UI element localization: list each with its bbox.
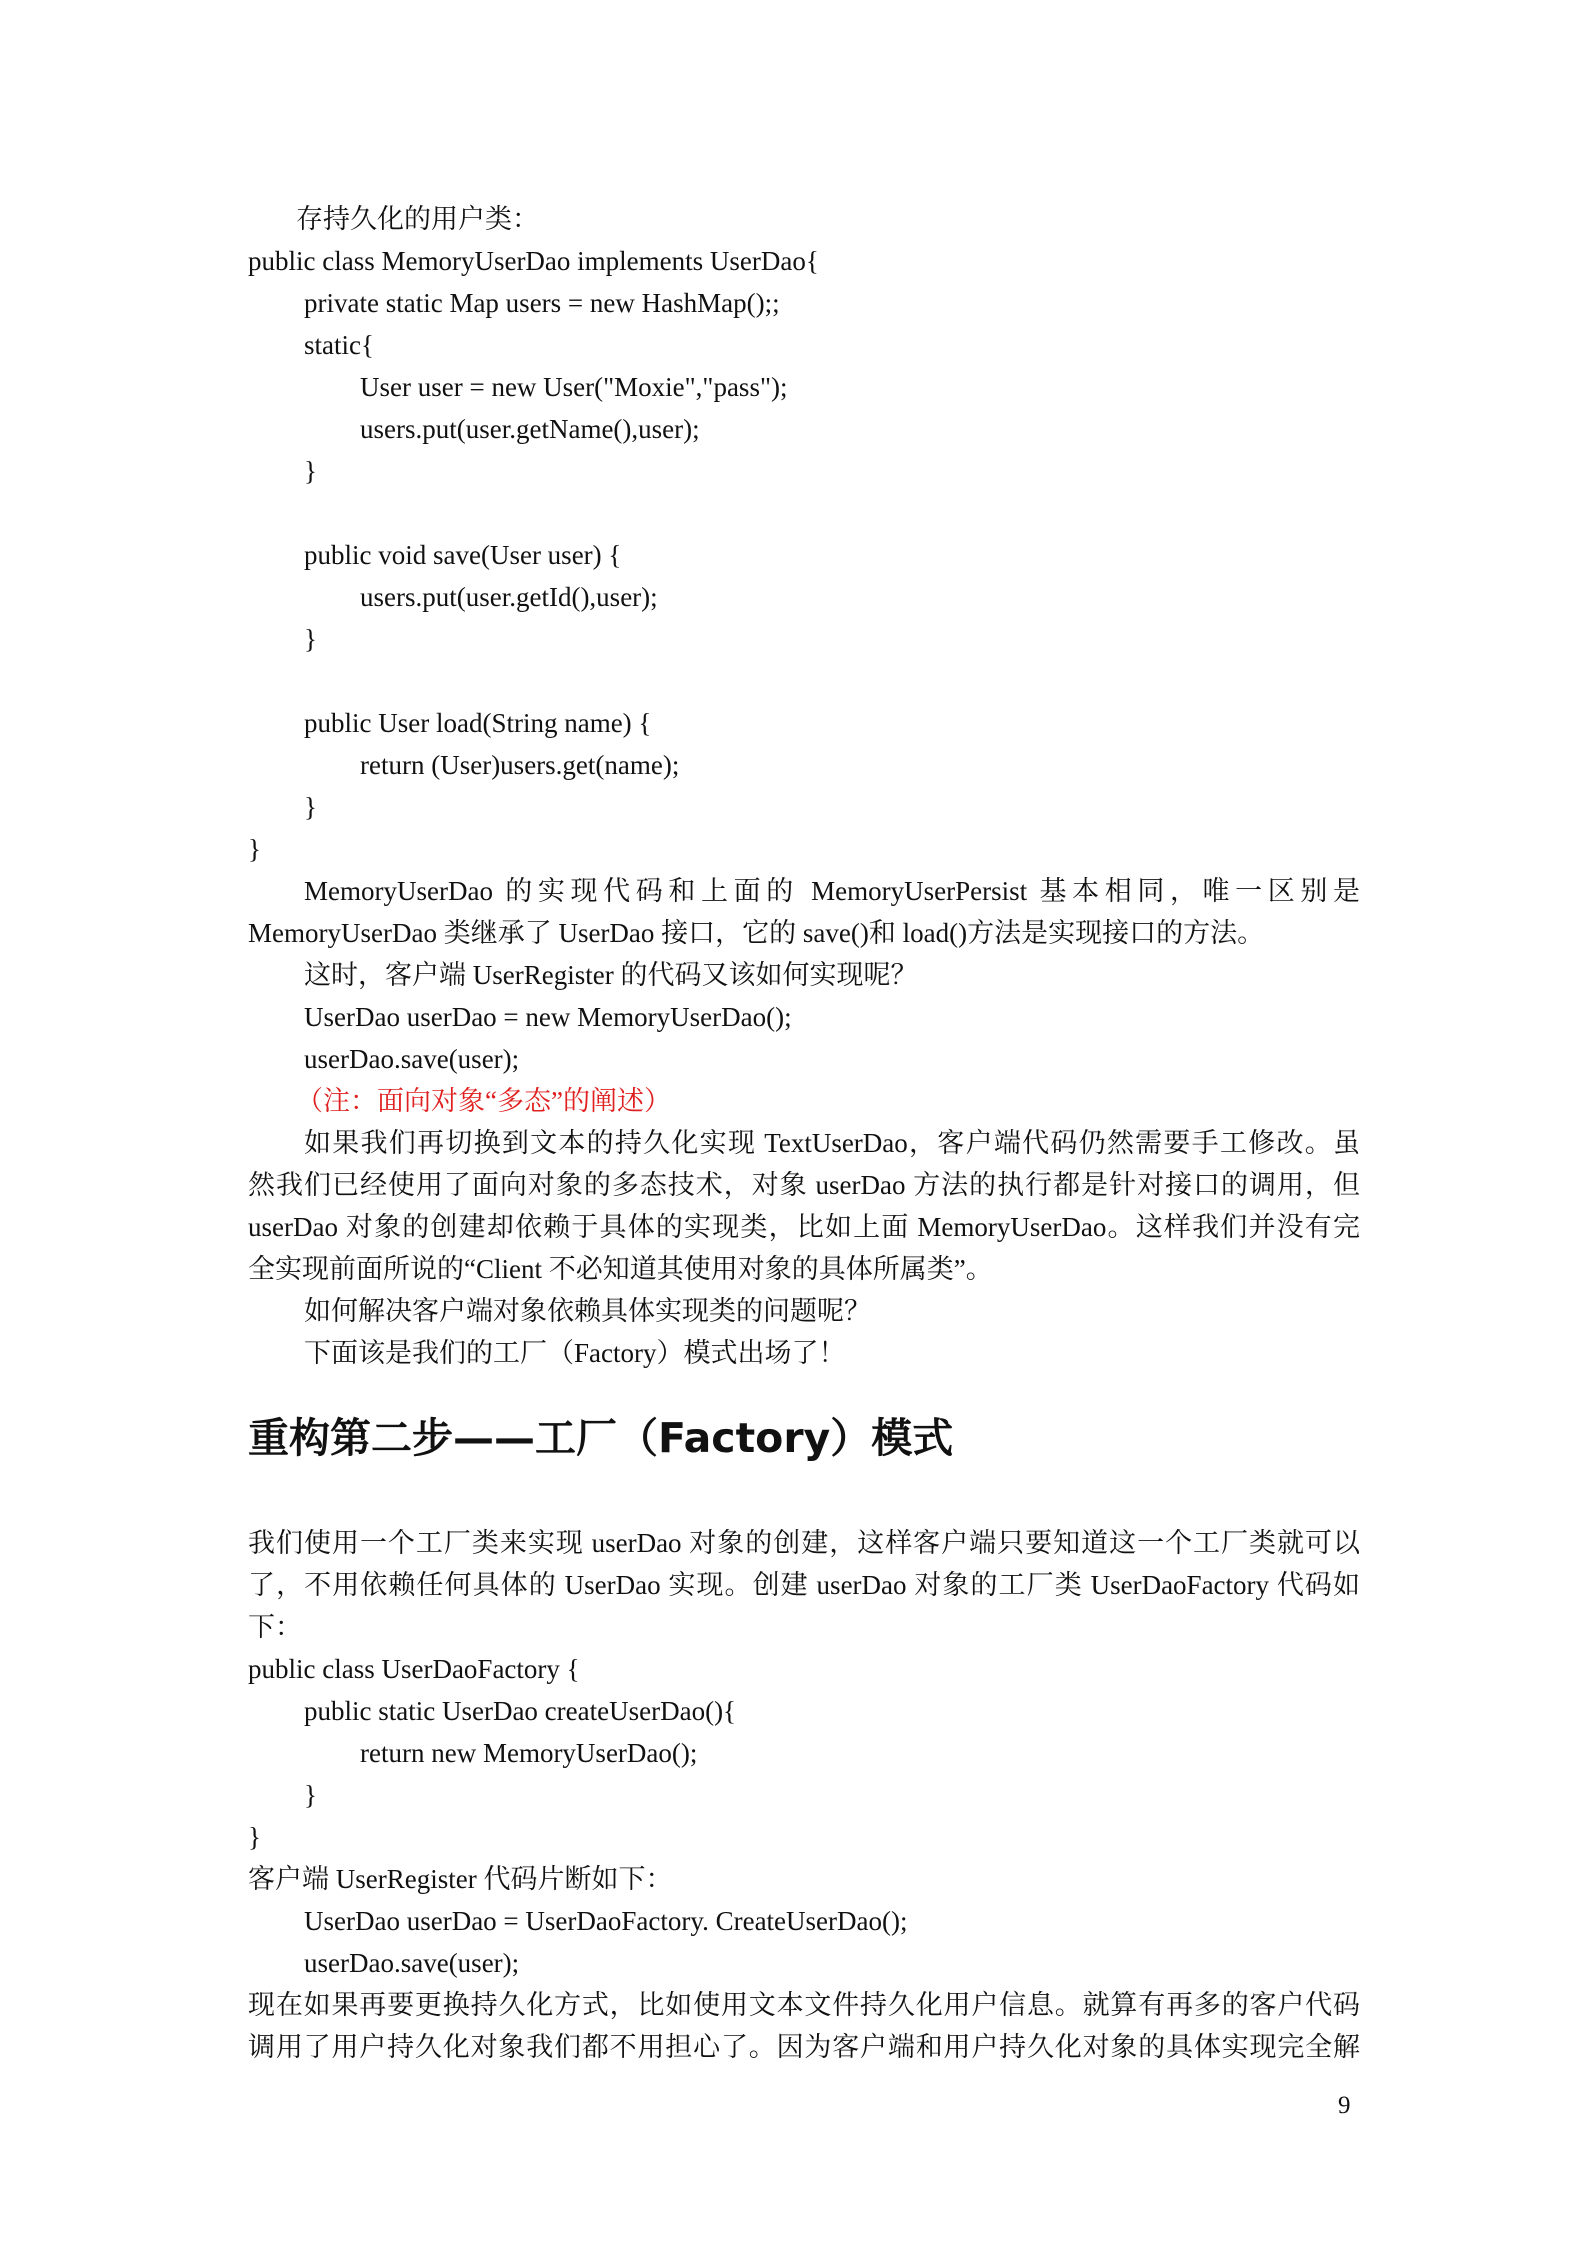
code-line: private static Map users = new HashMap();; (304, 288, 780, 318)
code-line: } (304, 624, 317, 654)
code-line: UserDao userDao = UserDaoFactory. CreateUserDao(); (304, 1906, 908, 1936)
code-line: static{ (304, 330, 374, 360)
intro-text: 存持久化的用户类： (296, 204, 539, 234)
code-line: public void save(User user) { (304, 540, 622, 570)
code-line: users.put(user.getId(),user); (360, 582, 658, 612)
paragraph-line: 客户端 UserRegister 代码片断如下： (248, 1864, 673, 1894)
code-line: return (User)users.get(name); (360, 750, 680, 780)
code-line: users.put(user.getName(),user); (360, 414, 700, 444)
page-number: 9 (1338, 2092, 1351, 2119)
code-line: User user = new User("Moxie","pass"); (360, 372, 788, 402)
section-heading: 重构第二步——工厂（Factory）模式 (248, 1414, 954, 1462)
paragraph-line: 下： (248, 1612, 302, 1642)
code-line: userDao.save(user); (304, 1948, 520, 1978)
code-line: public class UserDaoFactory { (248, 1654, 580, 1684)
code-line: public User load(String name) { (304, 708, 652, 738)
paragraph-line: 下面该是我们的工厂（Factory）模式出场了！ (304, 1338, 846, 1368)
paragraph-line: 了，不用依赖任何具体的 UserDao 实现。创建 userDao 对象的工厂类 UserDaoFactory 代码如 (248, 1570, 1360, 1600)
paragraph-line: 现在如果再要更换持久化方式，比如使用文本文件持久化用户信息。就算有再多的客户代码 (248, 1990, 1360, 2020)
code-line: public class MemoryUserDao implements UserDao{ (248, 246, 819, 276)
paragraph-line: 这时，客户端 UserRegister 的代码又该如何实现呢？ (304, 960, 918, 990)
code-line: UserDao userDao = new MemoryUserDao(); (304, 1002, 792, 1032)
paragraph-line: 我们使用一个工厂类来实现 userDao 对象的创建，这样客户端只要知道这一个工厂类就可以 (248, 1528, 1360, 1558)
code-line: userDao.save(user); (304, 1044, 520, 1074)
paragraph-line: 如何解决客户端对象依赖具体实现类的问题呢？ (304, 1296, 871, 1326)
paragraph-line: 全实现前面所说的“Client 不必知道其使用对象的具体所属类”。 (248, 1254, 993, 1284)
paragraph-line: 调用了用户持久化对象我们都不用担心了。因为客户端和用户持久化对象的具体实现完全解 (248, 2032, 1360, 2062)
paragraph-line: MemoryUserDao 的实现代码和上面的 MemoryUserPersist 基本相同，唯一区别是 (304, 876, 1360, 906)
paragraph-line: userDao 对象的创建却依赖于具体的实现类，比如上面 MemoryUserDao。这样我们并没有完 (248, 1212, 1360, 1242)
code-line: } (304, 1780, 317, 1810)
code-line: return new MemoryUserDao(); (360, 1738, 698, 1768)
note-text: （注：面向对象“多态”的阐述） (296, 1086, 671, 1116)
code-line: } (248, 834, 261, 864)
code-line: public static UserDao createUserDao(){ (304, 1696, 737, 1726)
paragraph-line: 然我们已经使用了面向对象的多态技术，对象 userDao 方法的执行都是针对接口的调用，但 (248, 1170, 1360, 1200)
paragraph-line: MemoryUserDao 类继承了 UserDao 接口，它的 save()和 load()方法是实现接口的方法。 (248, 918, 1265, 948)
paragraph-line: 如果我们再切换到文本的持久化实现 TextUserDao，客户端代码仍然需要手工修改。虽 (304, 1128, 1360, 1158)
code-line: } (304, 456, 317, 486)
code-line: } (248, 1822, 261, 1852)
code-line: } (304, 792, 317, 822)
